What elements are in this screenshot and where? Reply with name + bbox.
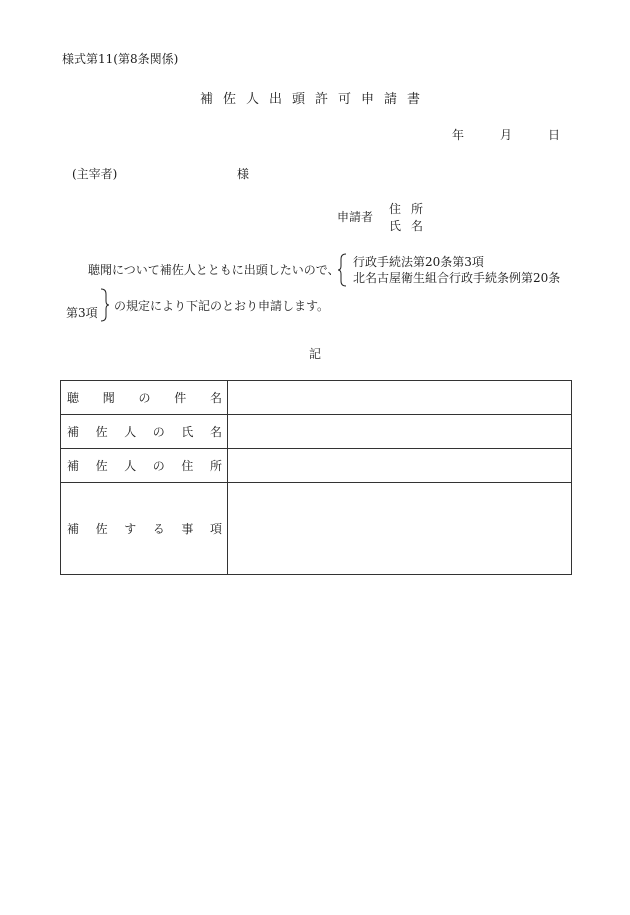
addressee-honorific: 様 [237,167,250,181]
body-text-line2-suffix: の規定により下記のとおり申請します。 [114,299,330,313]
row-label-cell [61,449,228,483]
date-month-label: 月 [500,128,513,142]
law-option-local: 北名古屋衛生組合行政手続条例第20条 [353,271,561,285]
law-option-national: 行政手続法第20条第3項 [353,255,484,269]
row-label: 補 佐 人 の 住 所 [67,459,222,473]
date-day-label: 日 [548,128,561,142]
applicant-address-label: 住所 [389,202,434,216]
row-label-cell [61,483,228,575]
assisted-matters-value[interactable] [228,483,572,575]
record-table [60,380,572,575]
addressee-label: (主宰者) [72,167,118,181]
table-row [61,449,572,483]
row-label: 補 佐 す る 事 項 [67,522,222,536]
assistant-name-value[interactable] [228,415,572,449]
assistant-address-value[interactable] [228,449,572,483]
form-number: 様式第11(第8条関係) [62,52,179,66]
body-text-line2-prefix: 第3項 [66,306,98,320]
brace-right-icon [100,288,110,322]
body-text-line1: 聴聞について補佐人とともに出頭したいので、 [88,263,340,277]
applicant-name-label: 氏名 [389,219,434,233]
table-row [61,381,572,415]
brace-left-icon [337,253,347,287]
date-year-label: 年 [452,128,465,142]
row-label: 聴 聞 の 件 名 [67,391,222,405]
table-row [61,483,572,575]
row-label-cell [61,415,228,449]
applicant-label: 申請者 [337,210,374,224]
hearing-subject-value[interactable] [228,381,572,415]
document-title: 補佐人出頭許可申請書 [199,92,430,107]
row-label-cell [61,381,228,415]
table-row [61,415,572,449]
record-heading: 記 [308,347,321,361]
row-label: 補 佐 人 の 氏 名 [67,425,222,439]
